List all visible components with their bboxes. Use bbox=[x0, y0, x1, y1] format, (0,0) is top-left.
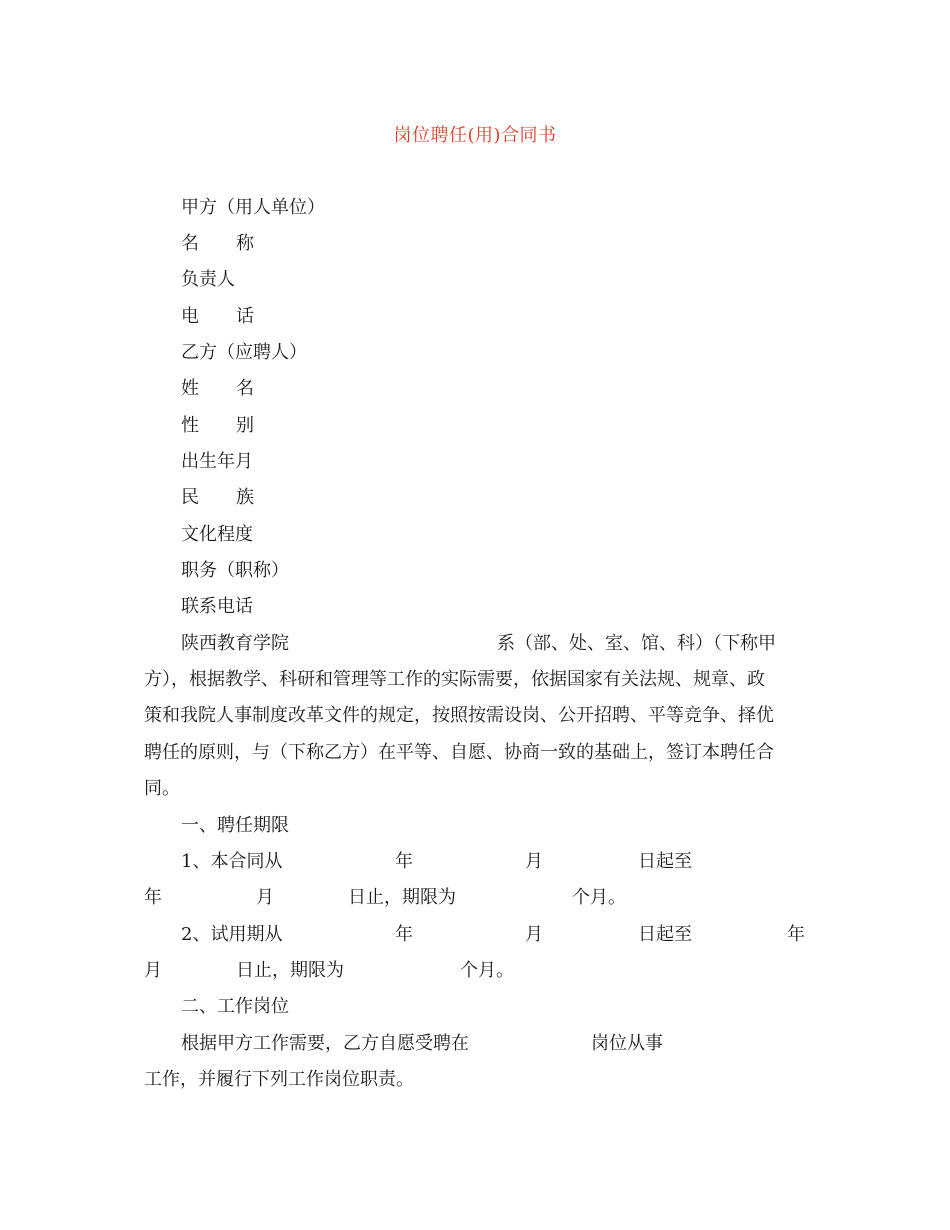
intro-line4: 聘任的原则，与（下称乙方）在平等、自愿、协商一致的基础上，签订本聘任合 bbox=[144, 742, 774, 763]
item2-day-from: 日起至 bbox=[638, 924, 692, 945]
item2-year2: 年 bbox=[787, 924, 805, 945]
party-a-name-label-2: 称 bbox=[236, 233, 254, 254]
item1-year: 年 bbox=[395, 851, 413, 872]
party-b-contact-label: 联系电话 bbox=[181, 596, 253, 617]
item2-prefix: 2、试用期从 bbox=[181, 924, 283, 945]
item2-year: 年 bbox=[395, 924, 413, 945]
party-b-title-label: 职务（职称） bbox=[181, 560, 289, 581]
party-a-phone-label-1: 电 bbox=[181, 306, 199, 327]
party-a-name-label-1: 名 bbox=[181, 233, 199, 254]
intro-line3: 策和我院人事制度改革文件的规定，按照按需设岗、公开招聘、平等竞争、择优 bbox=[144, 705, 774, 726]
item1-prefix: 1、本合同从 bbox=[181, 851, 283, 872]
party-b-name-label-2: 名 bbox=[236, 378, 254, 399]
item2-month2: 月 bbox=[144, 960, 162, 981]
party-b-gender-label-1: 性 bbox=[181, 415, 199, 436]
intro-line1-a: 陕西教育学院 bbox=[181, 633, 289, 654]
party-b-name-label-1: 姓 bbox=[181, 378, 199, 399]
party-b-gender-label-2: 别 bbox=[236, 415, 254, 436]
party-b-heading: 乙方（应聘人） bbox=[181, 342, 307, 363]
party-a-phone-label-2: 话 bbox=[236, 306, 254, 327]
item1-day-from: 日起至 bbox=[638, 851, 692, 872]
item1-month: 月 bbox=[525, 851, 543, 872]
item1-months: 个月。 bbox=[572, 887, 626, 908]
section2-line1-a: 根据甲方工作需要，乙方自愿受聘在 bbox=[181, 1033, 469, 1054]
item1-day-to: 日止，期限为 bbox=[348, 887, 456, 908]
party-a-leader-label: 负责人 bbox=[181, 269, 235, 290]
intro-line5: 同。 bbox=[144, 778, 180, 799]
document-title: 岗位聘任(用)合同书 bbox=[393, 125, 557, 146]
party-b-birth-label: 出生年月 bbox=[181, 451, 253, 472]
party-a-heading: 甲方（用人单位） bbox=[181, 197, 325, 218]
intro-line2: 方），根据教学、科研和管理等工作的实际需要，依据国家有关法规、规章、政 bbox=[144, 669, 765, 690]
party-b-ethnic-label-2: 族 bbox=[236, 487, 254, 508]
item1-year2: 年 bbox=[144, 887, 162, 908]
item2-months: 个月。 bbox=[460, 960, 514, 981]
section1-heading: 一、聘任期限 bbox=[181, 815, 289, 836]
item1-month2: 月 bbox=[256, 887, 274, 908]
party-b-education-label: 文化程度 bbox=[181, 524, 253, 545]
party-b-ethnic-label-1: 民 bbox=[181, 487, 199, 508]
section2-heading: 二、工作岗位 bbox=[181, 996, 289, 1017]
intro-line1-b: 系（部、处、室、馆、科）（下称甲 bbox=[497, 633, 776, 654]
section2-line1-b: 岗位从事 bbox=[591, 1033, 663, 1054]
item2-day-to: 日止，期限为 bbox=[236, 960, 344, 981]
section2-line2: 工作，并履行下列工作岗位职责。 bbox=[144, 1069, 414, 1090]
item2-month: 月 bbox=[525, 924, 543, 945]
